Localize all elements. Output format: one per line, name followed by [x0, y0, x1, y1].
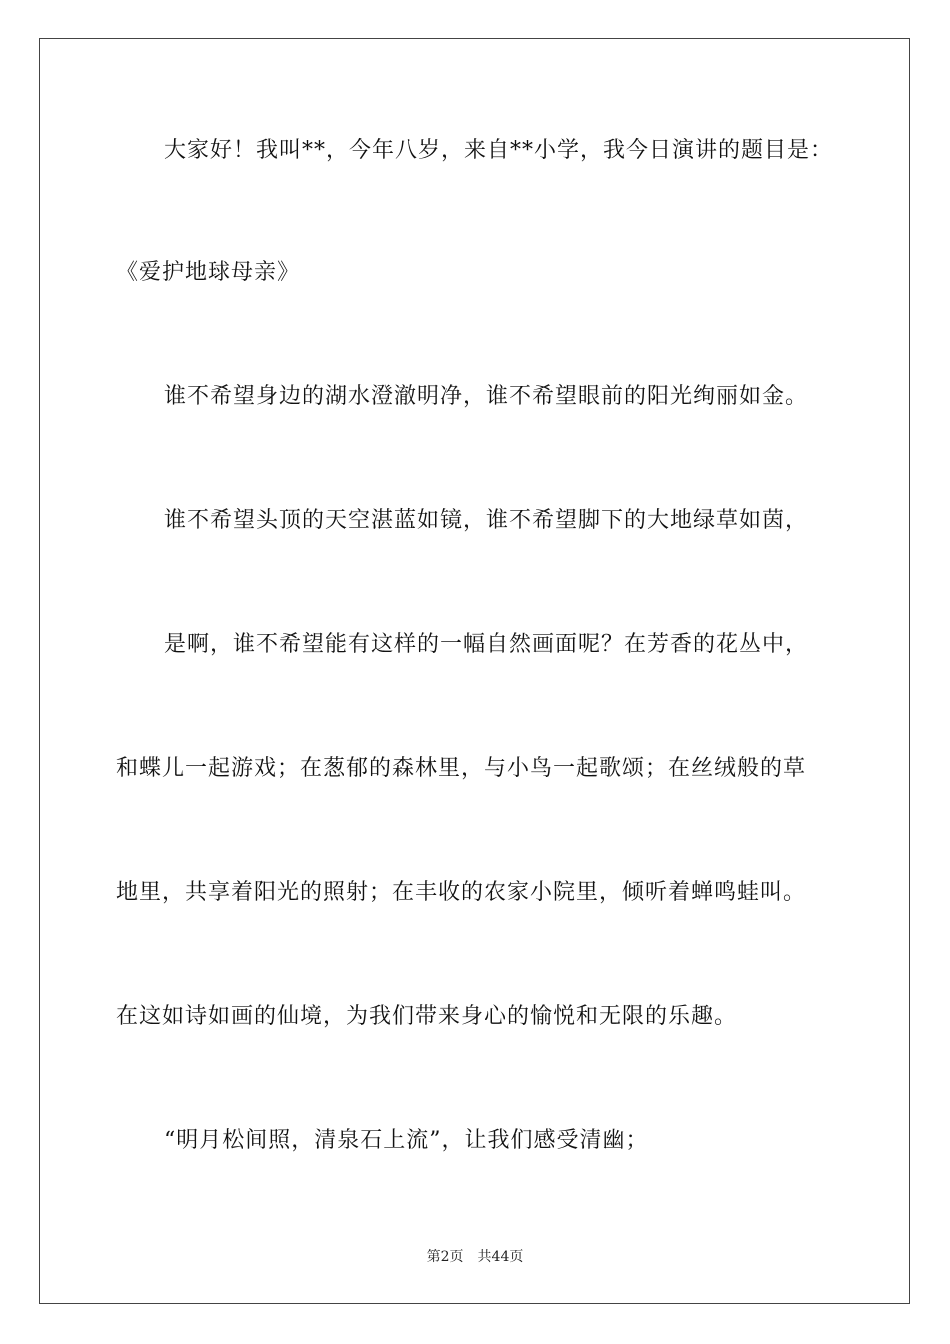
paragraph-line-quote: “明月松间照，清泉石上流”，让我们感受清幽；: [164, 1128, 649, 1153]
page-frame: [39, 38, 910, 1304]
paragraph-line: 是啊，谁不希望能有这样的一幅自然画面呢？在芳香的花丛中，: [164, 632, 809, 657]
page-footer: [0, 1248, 950, 1266]
paragraph-line-greeting: 大家好！我叫**，今年八岁，来自**小学，我今日演讲的题目是：: [164, 138, 834, 163]
total-pages: 共44页: [477, 1249, 524, 1265]
paragraph-line: 和蝶儿一起游戏；在葱郁的森林里，与小鸟一起歌颂；在丝绒般的草: [116, 756, 807, 781]
speech-title-line: 《爱护地球母亲》: [116, 260, 301, 285]
paragraph-line: 谁不希望身边的湖水澄澈明净，谁不希望眼前的阳光绚丽如金。: [164, 384, 809, 409]
page-number: 第2页: [426, 1249, 464, 1265]
paragraph-line: 地里，共享着阳光的照射；在丰收的农家小院里，倾听着蝉鸣蛙叫。: [116, 880, 807, 905]
paragraph-line: 谁不希望头顶的天空湛蓝如镜，谁不希望脚下的大地绿草如茵，: [164, 508, 809, 533]
paragraph-line: 在这如诗如画的仙境，为我们带来身心的愉悦和无限的乐趣。: [116, 1004, 738, 1029]
